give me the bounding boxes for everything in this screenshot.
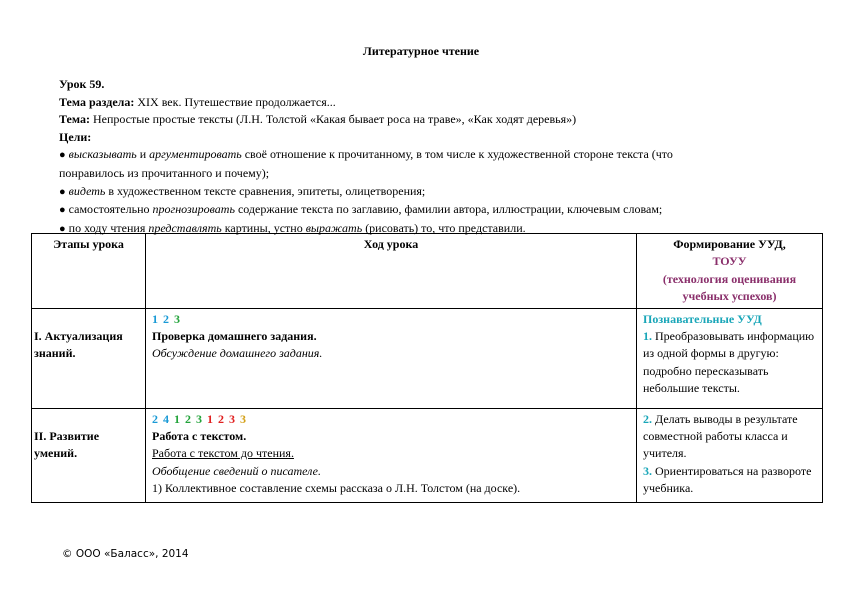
goal-item: ● самостоятельно прогнозировать содержание текста по заглавию, фамилии автора, иллюстрации, ключевым словам;: [59, 202, 663, 217]
stage-cell: I. Актуализация знаний.: [32, 308, 146, 408]
goals-label: Цели:: [59, 129, 92, 144]
header-uud: Формирование УУД, ТОУУ (технология оценивания учебных успехов): [637, 234, 823, 309]
goal-item: ● высказывать и аргументировать своё отношение к прочитанному, в том числе к художественной стороне текста (что: [59, 147, 673, 162]
goal-item: ● видеть в художественном тексте сравнения, эпитеты, олицетворения;: [59, 183, 426, 198]
uud-cell: Познавательные УУД 1. Преобразовывать информацию из одной формы в другую: подробно пересказывать небольшие тексты.: [637, 308, 823, 408]
topic-label: Тема:: [59, 112, 90, 127]
table-header-row: [32, 234, 823, 309]
bullet-icon: ●: [59, 204, 66, 217]
header-stages: Этапы урока: [32, 234, 146, 309]
stage-cell: II. Развитие умений.: [32, 408, 146, 502]
goal-item: ● по ходу чтения представлять картины, устно выражать (рисовать) то, что представили.: [59, 220, 526, 235]
lesson-table: [31, 233, 823, 503]
bullet-icon: ●: [59, 149, 66, 162]
uud-cell: 2. Делать выводы в результате совместной работы класса и учителя. 3. Ориентироваться на развороте учебника.: [637, 408, 823, 502]
course-cell: 1 2 3 Проверка домашнего задания. Обсуждение домашнего задания.: [146, 308, 637, 408]
document-title: Литературное чтение: [362, 44, 480, 58]
table-row: [32, 308, 823, 408]
criteria-numbers: 2 4 1 2 3 1 2 3 3: [152, 411, 246, 426]
copyright-footer: © ООО «Баласс», 2014: [62, 548, 189, 560]
table-row: [32, 408, 823, 502]
criteria-numbers: 1 2 3: [152, 311, 180, 326]
topic-value: Непростые простые тексты (Л.Н. Толстой «Какая бывает роса на траве», «Как ходят деревья»): [92, 112, 577, 127]
bullet-icon: ●: [59, 222, 66, 235]
lesson-header: [59, 76, 789, 238]
goal-item-continuation: понравилось из прочитанного и почему);: [59, 165, 270, 180]
course-cell: 2 4 1 2 3 1 2 3 3 Работа с текстом. Работа с текстом до чтения. Обобщение сведений о писателе. 1) Коллективное составление схемы рассказа о Л.Н. Толстом (на доске).: [146, 408, 637, 502]
section-label: Тема раздела:: [59, 94, 135, 109]
lesson-number: Урок 59.: [59, 77, 105, 91]
bullet-icon: ●: [59, 185, 66, 198]
header-course: Ход урока: [146, 234, 637, 309]
section-value: XIX век. Путешествие продолжается...: [137, 94, 336, 109]
